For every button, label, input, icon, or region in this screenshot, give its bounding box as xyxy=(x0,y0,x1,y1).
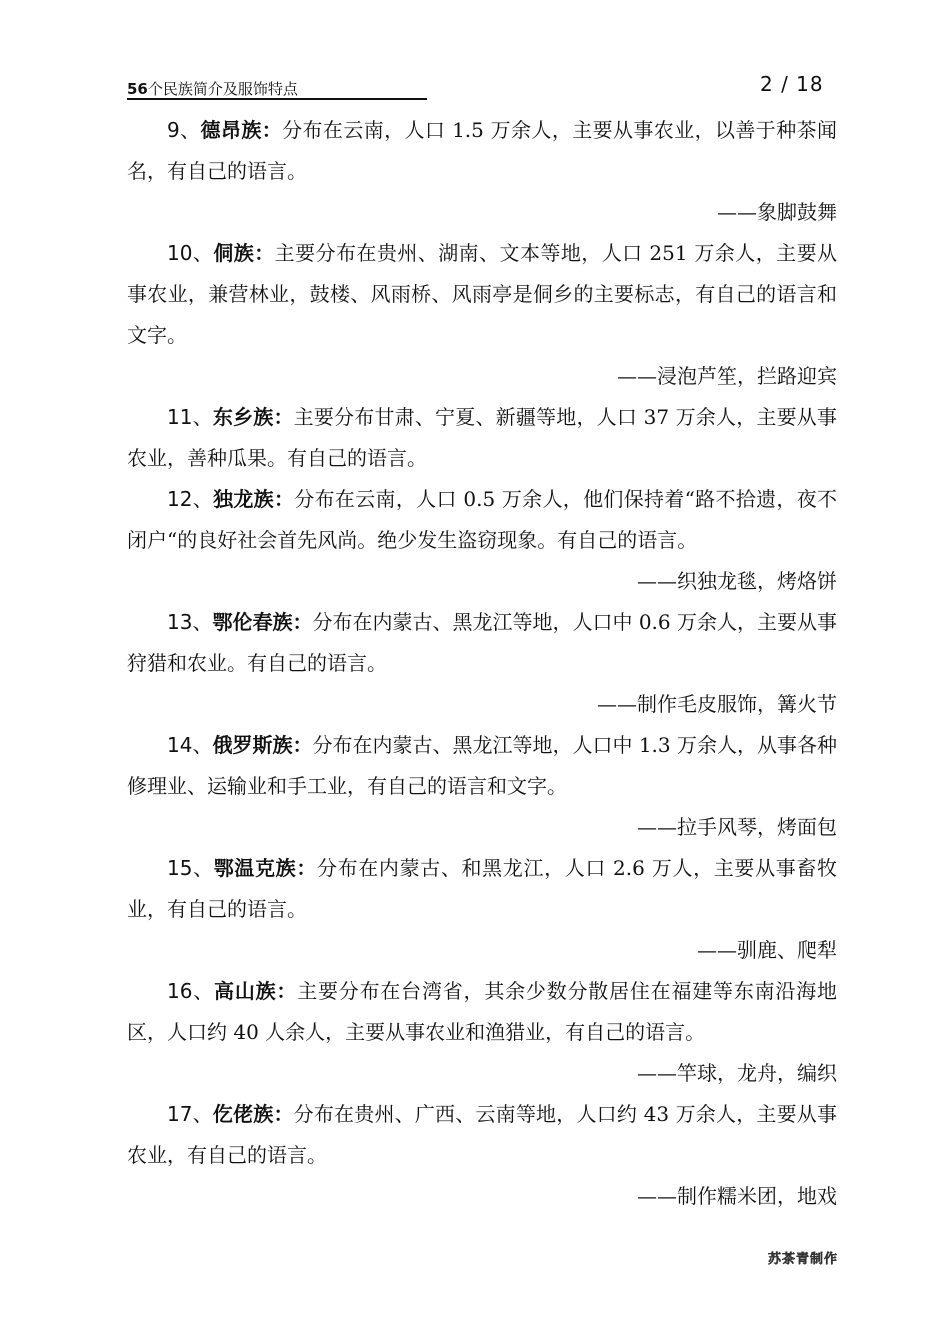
ethnic-name: 侗族： xyxy=(213,241,275,265)
entry-note: ——拉手风琴，烤面包 xyxy=(637,815,837,839)
entry-note: ——制作糯米团，地戏 xyxy=(637,1184,837,1208)
entry-text: 分布在内蒙古、黑龙江等地，人口中 0.6 万余人，主要从事狩猎和农业。有自己的语言。 xyxy=(127,610,838,675)
entry-text: 分布在内蒙古、黑龙江等地，人口中 1.3 万余人，从事各种修理业、运输业和手工业，有自己的语言和文字。 xyxy=(127,733,838,798)
entry-9: 9、德昂族：分布在云南，人口 1.5 万余人，主要从事农业，以善于种茶闻名，有自己的语言。 xyxy=(127,118,837,183)
ethnic-name: 德昂族： xyxy=(200,118,283,142)
content xyxy=(127,110,837,1217)
entry-text: 分布在云南，人口 1.5 万余人，主要从事农业，以善于种茶闻名，有自己的语言。 xyxy=(127,118,837,183)
entry-13: 13、鄂伦春族：分布在内蒙古、黑龙江等地，人口中 0.6 万余人，主要从事狩猎和农业。有自己的语言。 xyxy=(127,610,838,675)
entry-note: ——织独龙毯，烤烙饼 xyxy=(637,569,837,593)
entry-16: 16、高山族：主要分布在台湾省，其余少数分散居住在福建等东南沿海地区，人口约 40 人余人，主要从事农业和渔猎业，有自己的语言。 xyxy=(127,979,838,1044)
entry-note: ——象脚鼓舞 xyxy=(717,200,837,224)
ethnic-name: 鄂伦春族： xyxy=(212,610,313,634)
entry-text: 主要分布甘肃、宁夏、新疆等地，人口 37 万余人，主要从事农业，善种瓜果。有自己的语言。 xyxy=(127,405,837,470)
entry-14: 14、俄罗斯族：分布在内蒙古、黑龙江等地，人口中 1.3 万余人，从事各种修理业、运输业和手工业，有自己的语言和文字。 xyxy=(127,733,838,798)
entry-note: ——竿球，龙舟，编织 xyxy=(637,1061,837,1085)
header-title-prefix: 56 xyxy=(127,80,148,98)
ethnic-name: 东乡族： xyxy=(212,405,294,429)
header-title xyxy=(127,78,298,99)
ethnic-name: 独龙族： xyxy=(213,487,295,511)
entry-text: 分布在贵州、广西、云南等地，人口约 43 万余人，主要从事农业，有自己的语言。 xyxy=(127,1102,837,1167)
entry-12: 12、独龙族：分布在云南，人口 0.5 万余人，他们保持着“路不拾遗，夜不闭户“的良好社会首先风尚。绝少发生盗窃现象。有自己的语言。 xyxy=(127,487,838,552)
entry-text: 主要分布在贵州、湖南、文本等地，人口 251 万余人，主要从事农业，兼营林业，鼓楼、风雨桥、风雨亭是侗乡的主要标志，有自己的语言和文字。 xyxy=(127,241,838,347)
ethnic-name: 俄罗斯族： xyxy=(212,733,313,757)
ethnic-name: 仡佬族： xyxy=(212,1102,294,1126)
entry-note: ——制作毛皮服饰，篝火节 xyxy=(597,692,837,716)
entry-note: ——浸泡芦笙，拦路迎宾 xyxy=(617,364,837,388)
entry-text: 分布在内蒙古、和黑龙江，人口 2.6 万人，主要从事畜牧业，有自己的语言。 xyxy=(127,856,838,921)
footer-watermark: 苏茶青制作 xyxy=(768,1252,839,1267)
ethnic-name: 高山族： xyxy=(214,979,298,1003)
entry-note: ——驯鹿、爬犁 xyxy=(697,938,837,962)
entry-17: 17、仡佬族：分布在贵州、广西、云南等地，人口约 43 万余人，主要从事农业，有自己的语言。 xyxy=(127,1102,837,1167)
entry-text: 分布在云南，人口 0.5 万余人，他们保持着“路不拾遗，夜不闭户“的良好社会首先风尚。绝少发生盗窃现象。有自己的语言。 xyxy=(127,487,838,552)
entry-text: 主要分布在台湾省，其余少数分散居住在福建等东南沿海地区，人口约 40 人余人，主要从事农业和渔猎业，有自己的语言。 xyxy=(127,979,838,1044)
header-rule xyxy=(127,98,427,100)
page-number: 2 / 18 xyxy=(760,72,824,96)
entry-10: 10、侗族：主要分布在贵州、湖南、文本等地，人口 251 万余人，主要从事农业，兼营林业，鼓楼、风雨桥、风雨亭是侗乡的主要标志，有自己的语言和文字。 xyxy=(127,241,838,347)
ethnic-name: 鄂温克族： xyxy=(213,856,317,880)
entry-11: 11、东乡族：主要分布甘肃、宁夏、新疆等地，人口 37 万余人，主要从事农业，善种瓜果。有自己的语言。 xyxy=(127,405,837,470)
header-title-text: 个民族简介及服饰特点 xyxy=(147,80,298,98)
entry-15: 15、鄂温克族：分布在内蒙古、和黑龙江，人口 2.6 万人，主要从事畜牧业，有自己的语言。 xyxy=(127,856,838,921)
